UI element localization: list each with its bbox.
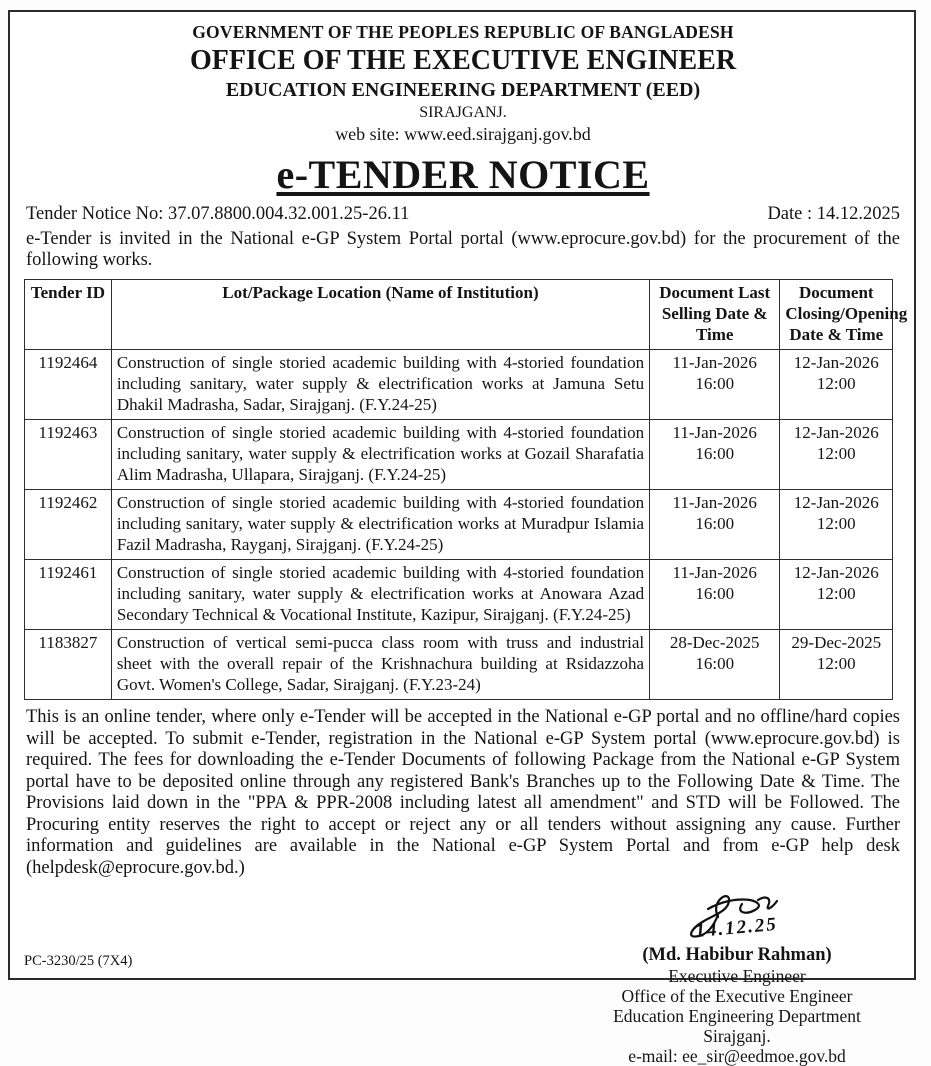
header-lot-location: Lot/Package Location (Name of Institution) [111,280,649,350]
tender-description: Construction of single storied academic building with 4-storied foundation including sanitary, water supply & electrification works at Jamuna Setu Dhakil Madrasha, Sadar, Sirajganj. (F.Y.24-25) [111,350,649,420]
closing-date: 12-Jan-2026 [793,353,879,372]
table-row [25,560,893,630]
department-line: EDUCATION ENGINEERING DEPARTMENT (EED) [225,79,701,101]
table-row [25,350,893,420]
district-line: SIRAJGANJ. [419,104,507,121]
tender-id: 1192461 [25,560,112,630]
signatory-office: Office of the Executive Engineer [621,986,853,1006]
table-header-row [25,280,893,350]
selling-datetime [650,350,780,420]
signature-block [572,887,902,1066]
header-tender-id: Tender ID [25,280,112,350]
closing-datetime [780,420,893,490]
closing-datetime [780,560,893,630]
signature-date: 14.12.25 [694,913,779,942]
table-row [25,420,893,490]
tender-id: 1192462 [25,490,112,560]
notice-date: Date : 14.12.2025 [767,204,900,224]
tender-description: Construction of single storied academic building with 4-storied foundation including sanitary, water supply & electrification works at Anowara Azad Secondary Technical & Vocational Institute, Kazipur, Sirajganj. (F.Y.24-25) [111,560,649,630]
tender-table [24,279,908,700]
signatory-name: (Md. Habibur Rahman) [642,945,832,965]
table-row [25,630,893,700]
government-line: GOVERNMENT OF THE PEOPLES REPUBLIC OF BANGLADESH [192,22,734,42]
header-closing-date: Document Closing/Opening Date & Time [780,280,893,350]
selling-datetime [650,490,780,560]
tender-id: 1192463 [25,420,112,490]
selling-datetime [650,560,780,630]
selling-date: 11-Jan-2026 [672,563,757,582]
intro-paragraph: e-Tender is invited in the National e-GP System Portal portal (www.eprocure.gov.bd) for the procurement of the following works. [26,229,900,270]
table-row [25,490,893,560]
closing-date: 12-Jan-2026 [793,423,879,442]
selling-time: 16:00 [695,444,735,463]
closing-date: 12-Jan-2026 [793,563,879,582]
selling-date: 11-Jan-2026 [672,493,757,512]
header-selling-date: Document Last Selling Date & Time [650,280,780,350]
selling-date: 11-Jan-2026 [672,423,757,442]
tender-description: Construction of single storied academic building with 4-storied foundation including sanitary, water supply & electrification works at Gozail Sharafatia Alim Madrasha, Ullapara, Sirajganj. (F.Y.24-25) [111,420,649,490]
press-code: PC-3230/25 (7X4) [24,953,133,969]
letterhead [24,22,902,198]
page-title: e-TENDER NOTICE [276,152,650,197]
signature-icon [674,887,814,945]
closing-datetime [780,630,893,700]
closing-time: 12:00 [816,654,856,673]
selling-time: 16:00 [695,514,735,533]
selling-time: 16:00 [695,654,735,673]
signatory-email: e-mail: ee_sir@eedmoe.gov.bd [628,1046,846,1066]
closing-time: 12:00 [816,584,856,603]
closing-time: 12:00 [816,444,856,463]
meta-row [24,204,902,225]
terms-paragraph: This is an online tender, where only e-Tender will be accepted in the National e-GP portal and no offline/hard copies will be accepted. To submit e-Tender, registration in the National e-GP System portal (www.eprocure.gov.bd) is required. The fees for downloading the e-Tender Documents of following Package from the National e-GP System portal have to be deposited online through any registered Bank's Branches up to the Following Date & Time. The Provisions laid down in the "PPA & PPR-2008 including latest all amendment" and STD will be Followed. The Procuring entity reserves the right to accept or reject any or all tenders without assigning any cause. Further information and guidelines are available in the National e-GP System Portal and from e-GP help desk (helpdesk@eprocure.gov.bd.) [26,707,900,878]
tender-description: Construction of single storied academic building with 4-storied foundation including sanitary, water supply & electrification works at Muradpur Islamia Fazil Madrasha, Rayganj, Sirajganj. (F.Y.24-25) [111,490,649,560]
selling-date: 28-Dec-2025 [669,633,760,652]
selling-time: 16:00 [695,374,735,393]
closing-datetime [780,490,893,560]
tender-id: 1183827 [25,630,112,700]
tender-notice-no: Tender Notice No: 37.07.8800.004.32.001.25-26.11 [26,204,410,224]
selling-date: 11-Jan-2026 [672,353,757,372]
signatory-designation: Executive Engineer [668,966,806,986]
tender-id: 1192464 [25,350,112,420]
tender-description: Construction of vertical semi-pucca class room with truss and industrial sheet with the overall repair of the Krishnachura building at Rsidazzoha Govt. Women's College, Sadar, Sirajganj. (F.Y.23-24) [111,630,649,700]
closing-date: 12-Jan-2026 [793,493,879,512]
closing-date: 29-Dec-2025 [791,633,882,652]
selling-datetime [650,630,780,700]
selling-time: 16:00 [695,584,735,603]
signatory-district: Sirajganj. [703,1026,771,1046]
office-line: OFFICE OF THE EXECUTIVE ENGINEER [189,45,737,76]
closing-time: 12:00 [816,514,856,533]
closing-time: 12:00 [816,374,856,393]
closing-datetime [780,350,893,420]
selling-datetime [650,420,780,490]
signatory-department: Education Engineering Department [613,1006,861,1026]
website-line: web site: www.eed.sirajganj.gov.bd [335,124,591,144]
notice-sheet [8,10,916,1066]
